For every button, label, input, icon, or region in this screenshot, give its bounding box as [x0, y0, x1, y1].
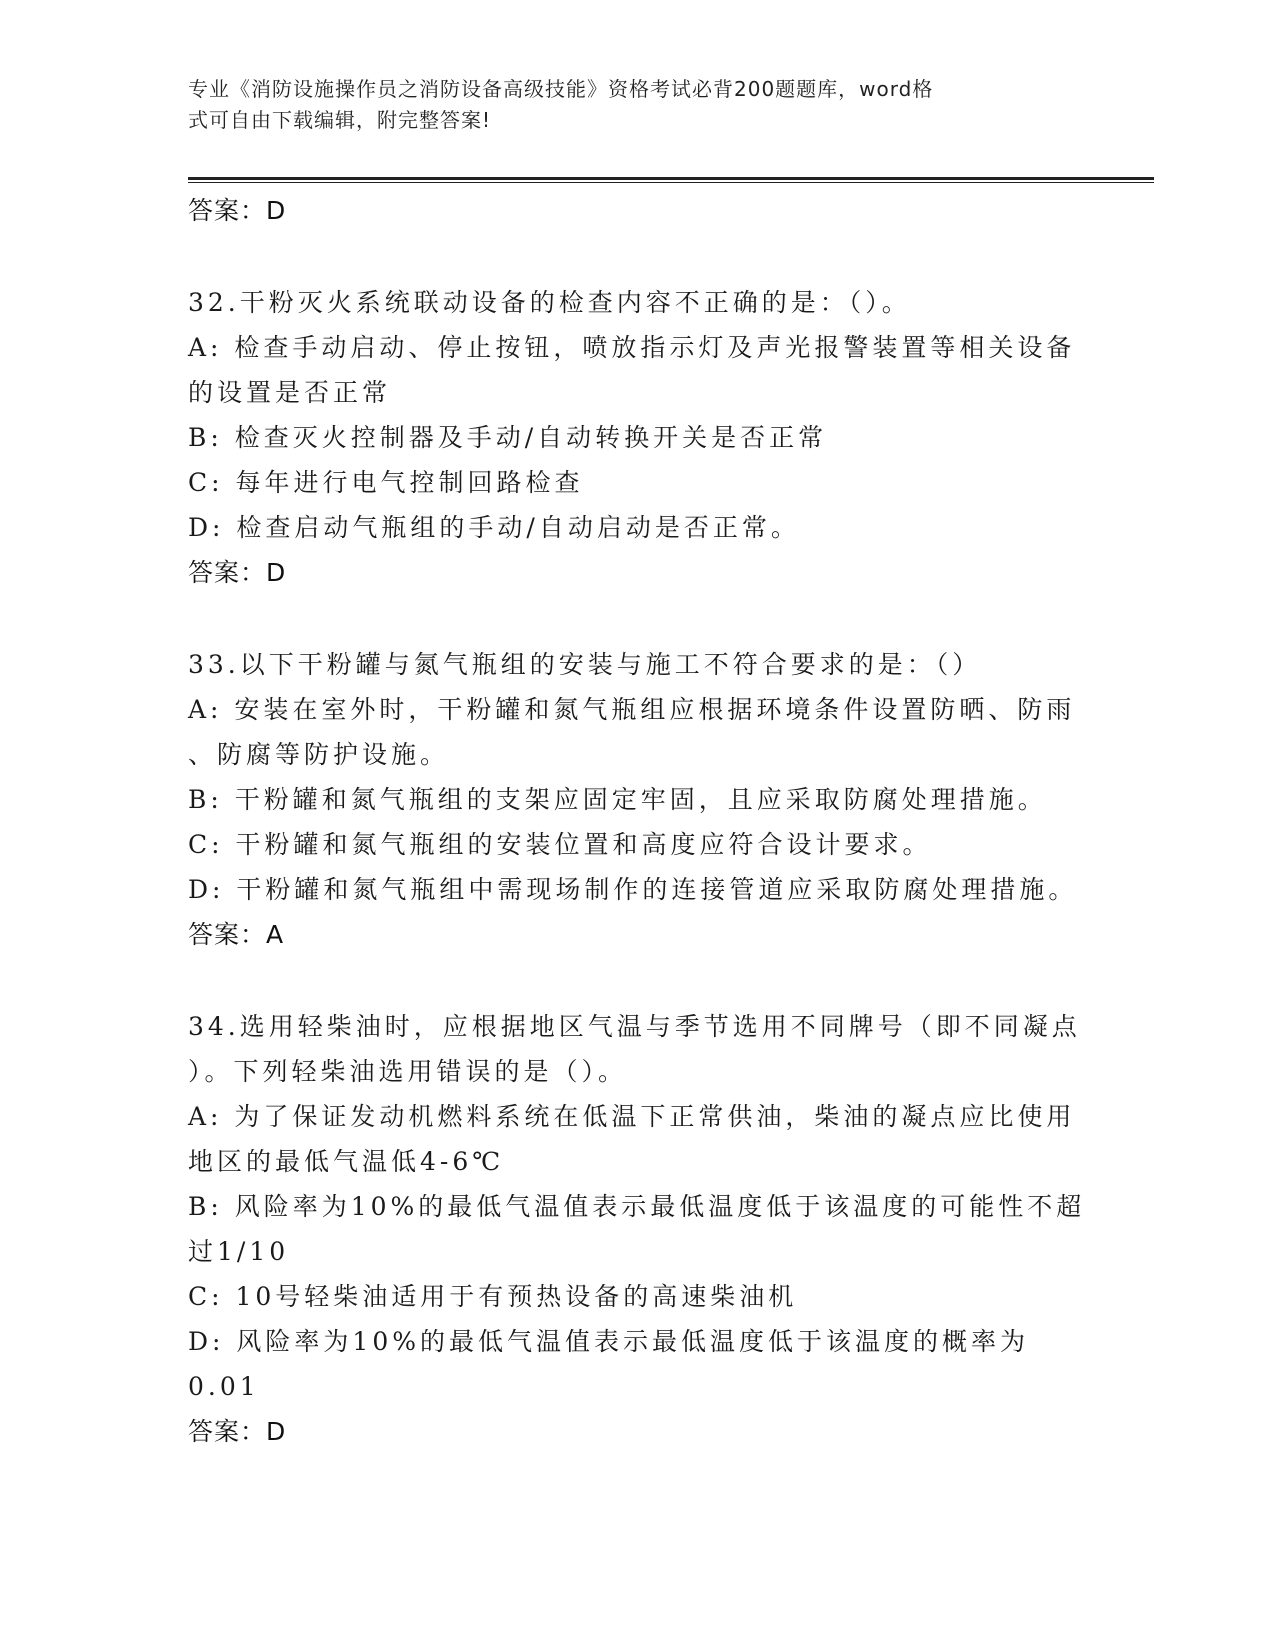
option-a-continued: 、防腐等防护设施。: [188, 740, 450, 769]
answer-line: 答案：D: [188, 196, 287, 225]
option-a: A: 为了保证发动机燃料系统在低温下正常供油，柴油的凝点应比使用: [188, 1102, 1076, 1131]
header-rule: [188, 177, 1154, 180]
option-d: D: 风险率为10%的最低气温值表示最低温度低于该温度的概率为0.01: [188, 1327, 1029, 1401]
option-c: C: 干粉罐和氮气瓶组的安装位置和高度应符合设计要求。: [188, 830, 932, 859]
answer-line: 答案：D: [188, 1417, 287, 1446]
option-c: C: 10号轻柴油适用于有预热设备的高速柴油机: [188, 1282, 798, 1311]
option-b-continued: 过1/10: [188, 1237, 290, 1266]
option-a: A: 安装在室外时，干粉罐和氮气瓶组应根据环境条件设置防晒、防雨: [188, 695, 1076, 724]
option-d: D: 干粉罐和氮气瓶组中需现场制作的连接管道应采取防腐处理措施。: [188, 875, 1078, 904]
option-b: B: 检查灭火控制器及手动/自动转换开关是否正常: [188, 423, 828, 452]
page-header: [188, 74, 1068, 136]
question-stem: 34.选用轻柴油时，应根据地区气温与季节选用不同牌号（即不同凝点: [188, 1012, 1081, 1041]
header-line: 式可自由下载编辑，附完整答案!: [188, 108, 492, 132]
option-c: C: 每年进行电气控制回路检查: [188, 468, 584, 497]
question-block: [188, 280, 1088, 595]
question-block: [188, 1004, 1088, 1454]
question-stem-continued: ）。下列轻柴油选用错误的是（）。: [188, 1057, 628, 1086]
header-line: 专业《消防设施操作员之消防设备高级技能》资格考试必背200题题库，word格: [188, 77, 934, 101]
option-a-continued: 的设置是否正常: [188, 378, 392, 407]
header-rule-thin: [188, 182, 1154, 183]
question-stem: 33.以下干粉罐与氮气瓶组的安装与施工不符合要求的是：（）: [188, 650, 982, 679]
option-a-continued: 地区的最低气温低4-6℃: [188, 1147, 505, 1176]
option-a: A: 检查手动启动、停止按钮，喷放指示灯及声光报警装置等相关设备: [188, 333, 1076, 362]
option-b: B: 风险率为10%的最低气温值表示最低温度低于该温度的可能性不超: [188, 1192, 1086, 1221]
option-d: D: 检查启动气瓶组的手动/自动启动是否正常。: [188, 513, 800, 542]
answer-line: 答案：D: [188, 558, 287, 587]
question-block: [188, 642, 1088, 957]
answer-line: 答案：A: [188, 920, 285, 949]
question-stem: 32.干粉灭火系统联动设备的检查内容不正确的是：（）。: [188, 288, 911, 317]
option-b: B: 干粉罐和氮气瓶组的支架应固定牢固，且应采取防腐处理措施。: [188, 785, 1047, 814]
question-list: [188, 188, 1088, 1454]
